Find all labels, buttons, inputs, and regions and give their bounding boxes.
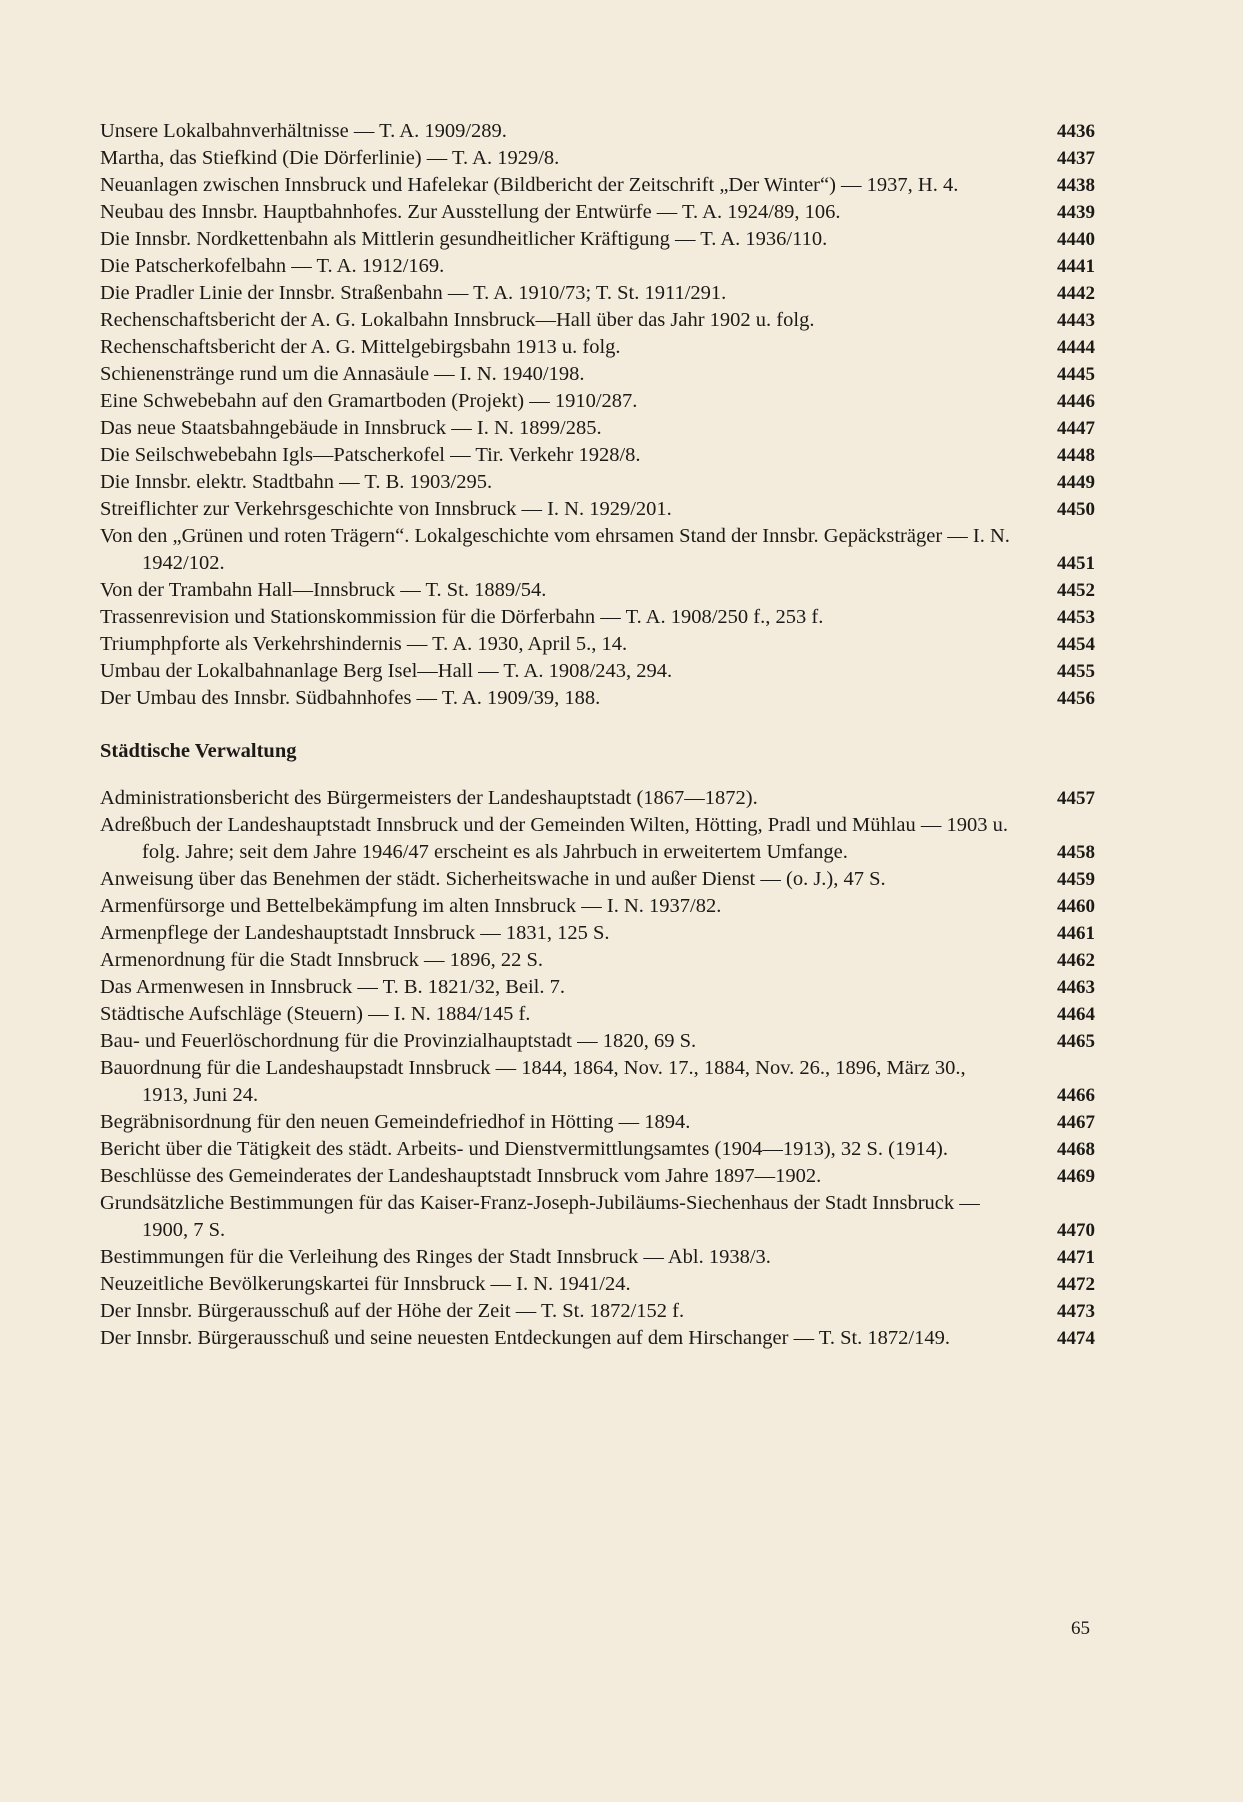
entry-text: Unsere Lokalbahnverhältnisse — T. A. 1909/289.: [100, 120, 507, 142]
entry-number: 4445: [1057, 364, 1095, 385]
entry-number: 4474: [1057, 1328, 1095, 1349]
entry-text: Armenordnung für die Stadt Innsbruck — 1896, 22 S.: [100, 949, 543, 971]
bibliography-entry: [100, 1055, 1095, 1109]
bibliography-entry: [100, 523, 1095, 577]
bibliography-entry: [100, 947, 1095, 974]
entry-number: 4449: [1057, 472, 1095, 493]
entry-text: Neubau des Innsbr. Hauptbahnhofes. Zur Ausstellung der Entwürfe — T. A. 1924/89, 106.: [100, 201, 841, 223]
bibliography-entry: [100, 1109, 1095, 1136]
entry-number: 4436: [1057, 121, 1095, 142]
entry-text: Beschlüsse des Gemeinderates der Landeshauptstadt Innsbruck vom Jahre 1897—1902.: [100, 1165, 822, 1187]
entry-text: Triumphpforte als Verkehrshindernis — T. A. 1930, April 5., 14.: [100, 633, 628, 655]
entry-text: Martha, das Stiefkind (Die Dörferlinie) — T. A. 1929/8.: [100, 147, 560, 169]
entry-number: 4441: [1057, 256, 1095, 277]
entry-number: 4452: [1057, 580, 1095, 601]
entry-number: 4466: [1057, 1085, 1095, 1106]
entry-text: Begräbnisordnung für den neuen Gemeindefriedhof in Hötting — 1894.: [100, 1111, 691, 1133]
entry-text: Bestimmungen für die Verleihung des Ringes der Stadt Innsbruck — Abl. 1938/3.: [100, 1246, 771, 1268]
bibliography-entry: [100, 604, 1095, 631]
entry-number: 4463: [1057, 977, 1095, 998]
entry-text: Bau- und Feuerlöschordnung für die Provinzialhauptstadt — 1820, 69 S.: [100, 1030, 697, 1052]
bibliography-entry: [100, 253, 1095, 280]
entry-text: Die Innsbr. elektr. Stadtbahn — T. B. 1903/295.: [100, 471, 493, 493]
entry-text: Streiflichter zur Verkehrsgeschichte von Innsbruck — I. N. 1929/201.: [100, 498, 672, 520]
bibliography-entry: [100, 388, 1095, 415]
entry-number: 4442: [1057, 283, 1095, 304]
entry-text: Armenpflege der Landeshauptstadt Innsbruck — 1831, 125 S.: [100, 922, 610, 944]
entry-text: Neuanlagen zwischen Innsbruck und Hafelekar (Bildbericht der Zeitschrift „Der Winter“) — 1937, H. 4.: [100, 174, 959, 196]
bibliography-entry: [100, 199, 1095, 226]
page-number: 65: [1071, 1618, 1090, 1639]
bibliography-entry: [100, 920, 1095, 947]
entry-text: Die Patscherkofelbahn — T. A. 1912/169.: [100, 255, 445, 277]
bibliography-entry: [100, 145, 1095, 172]
bibliography-entry: [100, 1190, 1095, 1244]
bibliography-entry: [100, 496, 1095, 523]
entry-number: 4440: [1057, 229, 1095, 250]
entry-number: 4455: [1057, 661, 1095, 682]
entry-number: 4472: [1057, 1274, 1095, 1295]
entry-text: Der Innsbr. Bürgerausschuß auf der Höhe der Zeit — T. St. 1872/152 f.: [100, 1300, 685, 1322]
entry-number: 4446: [1057, 391, 1095, 412]
bibliography-entry: [100, 118, 1095, 145]
bibliography-list: [100, 118, 1095, 1352]
entry-text: Schienenstränge rund um die Annasäule — I. N. 1940/198.: [100, 363, 585, 385]
entry-number: 4444: [1057, 337, 1095, 358]
entry-number: 4462: [1057, 950, 1095, 971]
entry-text: Der Innsbr. Bürgerausschuß und seine neuesten Entdeckungen auf dem Hirschanger — T. St. 1872/149.: [100, 1327, 950, 1349]
entry-text: Städtische Aufschläge (Steuern) — I. N. 1884/145 f.: [100, 1003, 531, 1025]
bibliography-entry: [100, 415, 1095, 442]
entry-text: Der Umbau des Innsbr. Südbahnhofes — T. A. 1909/39, 188.: [100, 687, 601, 709]
bibliography-entry: [100, 469, 1095, 496]
entry-text: Die Seilschwebebahn Igls—Patscherkofel — Tir. Verkehr 1928/8.: [100, 444, 641, 466]
entry-number: 4459: [1057, 869, 1095, 890]
entry-text: Von der Trambahn Hall—Innsbruck — T. St. 1889/54.: [100, 579, 547, 601]
entry-text: Administrationsbericht des Bürgermeisters der Landeshauptstadt (1867—1872).: [100, 787, 758, 809]
entry-text: Rechenschaftsbericht der A. G. Mittelgebirgsbahn 1913 u. folg.: [100, 336, 621, 358]
entry-text: Adreßbuch der Landeshauptstadt Innsbruck und der Gemeinden Wilten, Hötting, Pradl und Mühlau — 1903 u. folg. Jahre; seit dem Jahre 1946/47 erscheint es als Jahrbuch in erweitertem Umfange.: [100, 814, 1009, 863]
bibliography-entry: [100, 442, 1095, 469]
bibliography-entry: [100, 785, 1095, 812]
entry-text: Die Innsbr. Nordkettenbahn als Mittlerin gesundheitlicher Kräftigung — T. A. 1936/110.: [100, 228, 828, 250]
entry-text: Trassenrevision und Stationskommission für die Dörferbahn — T. A. 1908/250 f., 253 f.: [100, 606, 824, 628]
entry-text: Von den „Grünen und roten Trägern“. Lokalgeschichte vom ehrsamen Stand der Innsbr. Gepäcksträger — I. N. 1942/102.: [100, 525, 1010, 574]
entry-text: Eine Schwebebahn auf den Gramartboden (Projekt) — 1910/287.: [100, 390, 638, 412]
entry-text: Anweisung über das Benehmen der städt. Sicherheitswache in und außer Dienst — (o. J.), 47 S.: [100, 868, 886, 890]
entry-number: 4467: [1057, 1112, 1095, 1133]
entry-number: 4454: [1057, 634, 1095, 655]
entry-number: 4451: [1057, 553, 1095, 574]
entry-number: 4443: [1057, 310, 1095, 331]
entry-number: 4465: [1057, 1031, 1095, 1052]
entry-number: 4464: [1057, 1004, 1095, 1025]
entry-number: 4437: [1057, 148, 1095, 169]
bibliography-entry: [100, 361, 1095, 388]
entry-number: 4450: [1057, 499, 1095, 520]
entry-text: Grundsätzliche Bestimmungen für das Kaiser-Franz-Joseph-Jubiläums-Siechenhaus der Stadt Innsbruck — 1900, 7 S.: [100, 1192, 980, 1241]
bibliography-entry: [100, 280, 1095, 307]
bibliography-entry: [100, 1298, 1095, 1325]
bibliography-entry: [100, 866, 1095, 893]
section-heading: Städtische Verwaltung: [100, 740, 297, 762]
bibliography-entry: [100, 631, 1095, 658]
entry-number: 4456: [1057, 688, 1095, 709]
entry-number: 4457: [1057, 788, 1095, 809]
bibliography-entry: [100, 307, 1095, 334]
bibliography-entry: [100, 685, 1095, 712]
bibliography-entry: [100, 974, 1095, 1001]
bibliography-entry: [100, 893, 1095, 920]
entry-text: Armenfürsorge und Bettelbekämpfung im alten Innsbruck — I. N. 1937/82.: [100, 895, 722, 917]
bibliography-entry: [100, 1163, 1095, 1190]
bibliography-entry: [100, 812, 1095, 866]
bibliography-entry: [100, 1325, 1095, 1352]
entry-text: Neuzeitliche Bevölkerungskartei für Innsbruck — I. N. 1941/24.: [100, 1273, 631, 1295]
entry-number: 4458: [1057, 842, 1095, 863]
entry-number: 4447: [1057, 418, 1095, 439]
entry-number: 4439: [1057, 202, 1095, 223]
bibliography-entry: [100, 334, 1095, 361]
entry-text: Das neue Staatsbahngebäude in Innsbruck — I. N. 1899/285.: [100, 417, 602, 439]
bibliography-entry: [100, 226, 1095, 253]
bibliography-entry: [100, 577, 1095, 604]
entry-text: Rechenschaftsbericht der A. G. Lokalbahn Innsbruck—Hall über das Jahr 1902 u. folg.: [100, 309, 815, 331]
bibliography-entry: [100, 172, 1095, 199]
bibliography-entry: [100, 658, 1095, 685]
entry-number: 4461: [1057, 923, 1095, 944]
entry-text: Umbau der Lokalbahnanlage Berg Isel—Hall — T. A. 1908/243, 294.: [100, 660, 673, 682]
bibliography-entry: [100, 1136, 1095, 1163]
entry-number: 4460: [1057, 896, 1095, 917]
entry-text: Bericht über die Tätigkeit des städt. Arbeits- und Dienstvermittlungsamtes (1904—1913), 32 S. (1914).: [100, 1138, 948, 1160]
entry-number: 4470: [1057, 1220, 1095, 1241]
bibliography-entry: [100, 1244, 1095, 1271]
entry-number: 4468: [1057, 1139, 1095, 1160]
bibliography-entry: [100, 1001, 1095, 1028]
bibliography-entry: [100, 1271, 1095, 1298]
entry-number: 4471: [1057, 1247, 1095, 1268]
bibliography-entry: [100, 1028, 1095, 1055]
entry-number: 4448: [1057, 445, 1095, 466]
entry-text: Das Armenwesen in Innsbruck — T. B. 1821/32, Beil. 7.: [100, 976, 565, 998]
entry-text: Die Pradler Linie der Innsbr. Straßenbahn — T. A. 1910/73; T. St. 1911/291.: [100, 282, 727, 304]
entry-number: 4469: [1057, 1166, 1095, 1187]
entry-text: Bauordnung für die Landeshaupstadt Innsbruck — 1844, 1864, Nov. 17., 1884, Nov. 26., 1896, März 30., 1913, Juni 24.: [100, 1057, 966, 1106]
entry-number: 4453: [1057, 607, 1095, 628]
entry-number: 4473: [1057, 1301, 1095, 1322]
entry-number: 4438: [1057, 175, 1095, 196]
